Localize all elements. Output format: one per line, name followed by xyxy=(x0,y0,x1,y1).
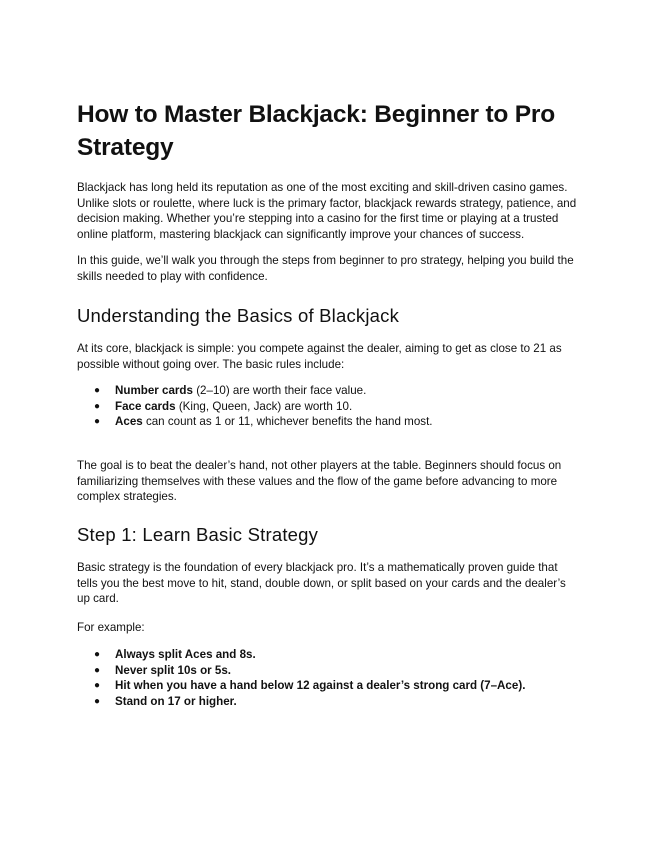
list-item xyxy=(77,383,577,399)
rule-term: Number cards xyxy=(115,384,193,397)
bullet-icon: ● xyxy=(94,400,101,412)
intro-paragraph-1: Blackjack has long held its reputation as one of the most exciting and skill-driven casino games. Unlike slots or roulette, where luck is the primary factor, blackjack rewards strategy, patience, and decision making. Whether you’re stepping into a casino for the first time or playing at a trusted online platform, mastering blackjack can significantly improve your chances of success. xyxy=(77,181,577,242)
basics-heading: Understanding the Basics of Blackjack xyxy=(77,305,400,326)
rule-text: can count as 1 or 11, whichever benefits the hand most. xyxy=(142,415,433,429)
list-item xyxy=(77,414,577,430)
rules-list xyxy=(77,383,577,430)
examples-list xyxy=(77,647,577,710)
example-text: Stand on 17 or higher. xyxy=(115,695,237,709)
intro-paragraph-2: In this guide, we’ll walk you through the steps from beginner to pro strategy, helping you build the skills needed to play with confidence. xyxy=(77,254,574,283)
rule-term: Aces xyxy=(115,415,143,429)
list-item xyxy=(77,663,577,679)
bullet-icon: ● xyxy=(94,416,101,428)
step1-intro: Basic strategy is the foundation of every blackjack pro. It’s a mathematically proven guide that tells you the best move to hit, stand, double down, or split based on your cards and the dealer’s up card. xyxy=(77,561,566,606)
example-text: Always split Aces and 8s. xyxy=(115,648,256,661)
bullet-icon: ● xyxy=(94,649,101,660)
step1-heading: Step 1: Learn Basic Strategy xyxy=(77,524,319,545)
bullet-icon: ● xyxy=(94,664,101,676)
rule-term: Face cards xyxy=(115,399,176,413)
goal-paragraph: The goal is to beat the dealer’s hand, not other players at the table. Beginners should focus on familiarizing themselves with these values and the flow of the game before advancing to more complex strategies. xyxy=(77,459,562,504)
bullet-icon: ● xyxy=(94,385,101,396)
list-item xyxy=(77,647,577,663)
list-item xyxy=(77,694,577,710)
rule-text: (2–10) are worth their face value. xyxy=(192,384,367,397)
rule-text: (King, Queen, Jack) are worth 10. xyxy=(175,399,353,413)
example-text: Never split 10s or 5s. xyxy=(115,663,231,677)
list-item xyxy=(77,678,577,694)
example-label: For example: xyxy=(77,621,145,634)
list-item xyxy=(77,399,577,415)
page-title: How to Master Blackjack: Beginner to Pro Strategy xyxy=(77,101,556,161)
basics-intro: At its core, blackjack is simple: you compete against the dealer, aiming to get as close to 21 as possible without going over. The basic rules include: xyxy=(77,342,562,371)
bullet-icon: ● xyxy=(94,680,101,692)
bullet-icon: ● xyxy=(94,696,101,708)
example-text: Hit when you have a hand below 12 against a dealer’s strong card (7–Ace). xyxy=(115,679,526,693)
